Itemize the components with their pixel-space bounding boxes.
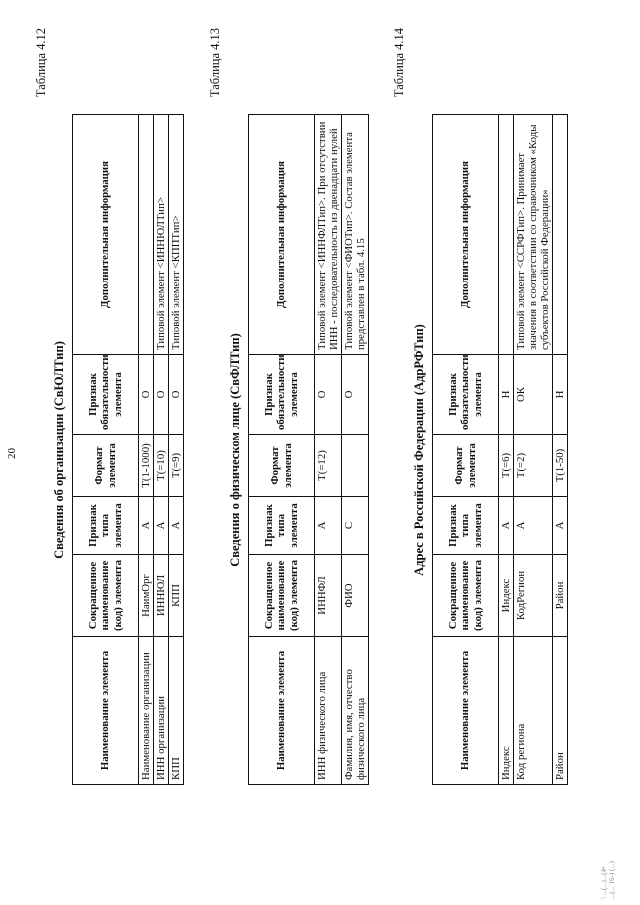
table-4-12 xyxy=(72,114,184,785)
cell-info xyxy=(499,115,514,355)
cell-format: Т(=2) xyxy=(514,435,553,497)
cell-info: Типовой элемент <ИННФЛТип>. При отсутствии ИНН - последовательность из двенадцати нулей xyxy=(315,115,342,355)
table-row xyxy=(315,115,342,785)
cell-format: Т(=12) xyxy=(315,435,342,497)
cell-name: КПП xyxy=(169,637,184,785)
header-type: Признак типа элемента xyxy=(249,497,315,555)
table-4-14-title: Адрес в Российской Федерации (АдрРФТип) xyxy=(412,324,426,576)
cell-short: ФИО xyxy=(342,555,369,637)
cell-type: А xyxy=(139,497,154,555)
cell-mandatory: О xyxy=(342,355,369,435)
header-mandatory: Признак обязательности элемента xyxy=(433,355,499,435)
cell-name: Наименование организации xyxy=(139,637,154,785)
faint-stamp-text xyxy=(600,749,617,899)
cell-info: Типовой элемент <ИННЮЛТип> xyxy=(154,115,169,355)
header-name: Наименование элемента xyxy=(433,637,499,785)
stamp-line-1: \ ...(...)...(4• xyxy=(600,866,608,899)
cell-name: Индекс xyxy=(499,637,514,785)
table-row xyxy=(342,115,369,785)
cell-name: ИНН организации xyxy=(154,637,169,785)
cell-format: Т(=6) xyxy=(499,435,514,497)
cell-mandatory: Н xyxy=(553,355,568,435)
cell-mandatory: ОК xyxy=(514,355,553,435)
cell-type: А xyxy=(514,497,553,555)
header-type: Признак типа элемента xyxy=(433,497,499,555)
cell-short: Индекс xyxy=(499,555,514,637)
table-row xyxy=(169,115,184,785)
table-row xyxy=(553,115,568,785)
table-4-12-title: Сведения об организации (СвЮЛТип) xyxy=(52,341,66,559)
table-4-13 xyxy=(248,114,369,785)
table-4-12-caption: Таблица 4.12 xyxy=(34,28,48,98)
cell-format xyxy=(342,435,369,497)
header-name: Наименование элемента xyxy=(249,637,315,785)
cell-type: А xyxy=(169,497,184,555)
table-4-14 xyxy=(432,114,568,785)
header-format: Формат элемента xyxy=(433,435,499,497)
table-4-13-caption: Таблица 4.13 xyxy=(208,28,222,98)
table-header-row xyxy=(73,115,139,785)
cell-short: КодРегион xyxy=(514,555,553,637)
table-row xyxy=(514,115,553,785)
cell-type: С xyxy=(342,497,369,555)
cell-type: А xyxy=(499,497,514,555)
header-format: Формат элемента xyxy=(249,435,315,497)
cell-type: А xyxy=(154,497,169,555)
cell-short: ИННФЛ xyxy=(315,555,342,637)
table-row xyxy=(499,115,514,785)
table-row xyxy=(154,115,169,785)
header-mandatory: Признак обязательности элемента xyxy=(249,355,315,435)
stamp-line-2: ...(... 16-) (...) xyxy=(608,861,617,899)
cell-name: ИНН физического лица xyxy=(315,637,342,785)
header-name: Наименование элемента xyxy=(73,637,139,785)
cell-info xyxy=(553,115,568,355)
cell-short: ИННЮЛ xyxy=(154,555,169,637)
table-row xyxy=(139,115,154,785)
cell-format: Т(1-1000) xyxy=(139,435,154,497)
cell-name: Фамилия, имя, отчество физического лица xyxy=(342,637,369,785)
cell-mandatory: О xyxy=(154,355,169,435)
header-mandatory: Признак обязательности элемента xyxy=(73,355,139,435)
cell-format: Т(=9) xyxy=(169,435,184,497)
header-short-name: Сокращенное наименование (код) элемента xyxy=(433,555,499,637)
cell-mandatory: О xyxy=(169,355,184,435)
header-type: Признак типа элемента xyxy=(73,497,139,555)
cell-short: КПП xyxy=(169,555,184,637)
cell-format: Т(=10) xyxy=(154,435,169,497)
page-number: 20 xyxy=(6,448,18,459)
table-4-13-title: Сведения о физическом лице (СвФЛТип) xyxy=(228,333,242,567)
cell-mandatory: О xyxy=(139,355,154,435)
cell-type: А xyxy=(315,497,342,555)
table-4-14-caption: Таблица 4.14 xyxy=(392,28,406,98)
header-info: Дополнительная информация xyxy=(433,115,499,355)
header-short-name: Сокращенное наименование (код) элемента xyxy=(73,555,139,637)
header-short-name: Сокращенное наименование (код) элемента xyxy=(249,555,315,637)
cell-format: Т(1-50) xyxy=(553,435,568,497)
cell-info xyxy=(139,115,154,355)
cell-mandatory: Н xyxy=(499,355,514,435)
cell-info: Типовой элемент <ССРФТип>. Принимает значения в соответствии со справочником «Коды субъектов Российской Федерации» xyxy=(514,115,553,355)
header-format: Формат элемента xyxy=(73,435,139,497)
cell-mandatory: О xyxy=(315,355,342,435)
header-info: Дополнительная информация xyxy=(73,115,139,355)
cell-name: Район xyxy=(553,637,568,785)
cell-short: Район xyxy=(553,555,568,637)
cell-info: Типовой элемент <КППТип> xyxy=(169,115,184,355)
cell-short: НаимОрг xyxy=(139,555,154,637)
cell-type: А xyxy=(553,497,568,555)
header-info: Дополнительная информация xyxy=(249,115,315,355)
cell-info: Типовой элемент <ФИОТип>. Состав элемента представлен в табл. 4.15 xyxy=(342,115,369,355)
cell-name: Код региона xyxy=(514,637,553,785)
table-header-row xyxy=(433,115,499,785)
table-header-row xyxy=(249,115,315,785)
